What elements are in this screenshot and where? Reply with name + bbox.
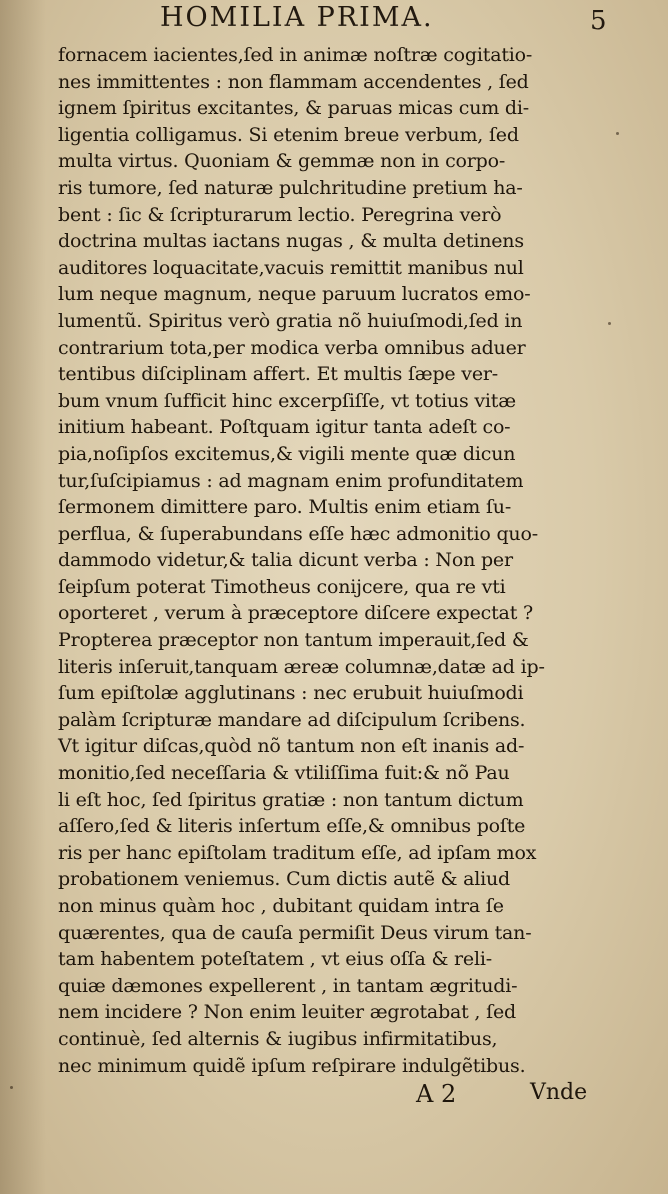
text-line: bent : ſic & ſcripturarum lectio. Peregrina verò — [58, 203, 502, 226]
text-line: dammodo videtur,& talia dicunt verba : Non per — [58, 549, 513, 572]
ink-speck — [608, 322, 611, 325]
text-line: non minus quàm hoc , dubitant quidam intra ſe — [58, 895, 504, 917]
text-line: bum vnum ſufficit hinc excerpſiſſe, vt totius vitæ — [58, 389, 516, 412]
text-line: tam habentem poteſtatem , vt eius oſſa & reli‑ — [58, 948, 492, 971]
text-line: lumentũ. Spiritus verò gratia nõ huiuſmodi,ſed in — [58, 309, 523, 332]
text-line: contrarium tota,per modica verba omnibus aduer — [58, 336, 526, 359]
text-line: nem incidere ? Non enim leuiter ægrotabat , ſed — [58, 1001, 516, 1024]
text-line: Vt igitur diſcas,quòd nõ tantum non eſt inanis ad‑ — [58, 735, 525, 758]
text-line: fornacem iacientes,ſed in animæ noſtræ cogitatio‑ — [58, 44, 533, 66]
text-line: palàm ſcripturæ mandare ad diſcipulum ſcribens. — [58, 708, 526, 731]
text-line: nes immittentes : non flammam accendentes , ſed — [58, 70, 529, 93]
running-title: HOMILIA PRIMA. — [160, 2, 434, 33]
text-line: perflua, & ſuperabundans eſſe hæc admonitio quo‑ — [58, 522, 538, 545]
text-line: oporteret , verum à præceptore diſcere expectat ? — [58, 602, 533, 625]
text-line: literis inſeruit,tanquam æreæ columnæ,datæ ad ip‑ — [58, 655, 545, 678]
text-line: nec minimum quidẽ ipſum reſpirare indulgẽtibus. — [58, 1054, 526, 1077]
text-line: aſſero,ſed & literis inſertum eſſe,& omnibus poſte — [58, 815, 526, 838]
text-line: quiæ dæmones expellerent , in tantam ægritudi‑ — [58, 974, 518, 997]
text-line: probationem veniemus. Cum dictis autẽ & aliud — [58, 868, 511, 891]
text-line: tentibus diſciplinam affert. Et multis ſæpe ver‑ — [58, 363, 498, 386]
text-line: tur,ſuſcipiamus : ad magnam enim profunditatem — [58, 469, 524, 492]
text-line: ſum epiſtolæ agglutinans : nec erubuit huiuſmodi — [58, 682, 524, 705]
gutter-shadow — [0, 0, 46, 1194]
text-line: initium habeant. Poſtquam igitur tanta adeſt co‑ — [58, 416, 511, 439]
text-line: ſeipſum poterat Timotheus conijcere, qua re vti — [58, 575, 506, 598]
text-line: Propterea præceptor non tantum imperauit,ſed & — [58, 629, 529, 652]
ink-speck — [616, 132, 619, 135]
catchword: Vnde — [530, 1080, 588, 1105]
text-line: pia,noſipſos excitemus,& vigili mente quæ dicun — [58, 442, 516, 465]
signature-mark: A 2 — [416, 1080, 457, 1108]
folio-number: 5 — [590, 6, 607, 36]
text-line: auditores loquacitate,vacuis remittit manibus nul — [58, 256, 524, 279]
text-line: ſermonem dimittere paro. Multis enim etiam ſu‑ — [58, 496, 512, 519]
ink-speck — [10, 1086, 13, 1089]
text-line: doctrina multas iactans nugas , & multa detinens — [58, 230, 524, 253]
text-line: ris per hanc epiſtolam traditum eſſe, ad ipſam mox — [58, 841, 537, 864]
text-line: ignem ſpiritus excitantes, & paruas micas cum di‑ — [58, 97, 529, 120]
text-line: ligentia colligamus. Si etenim breue verbum, ſed — [58, 123, 519, 146]
body-text — [58, 42, 598, 1079]
text-line: continuè, ſed alternis & iugibus infirmitatibus, — [58, 1027, 498, 1050]
text-line: ris tumore, ſed naturæ pulchritudine pretium ha‑ — [58, 176, 523, 199]
text-line: quærentes, qua de cauſa permiſit Deus virum tan‑ — [58, 921, 532, 944]
text-line: multa virtus. Quoniam & gemmæ non in corpo‑ — [58, 150, 506, 173]
page-footer — [58, 1080, 598, 1110]
text-line: li eſt hoc, ſed ſpiritus gratiæ : non tantum dictum — [58, 788, 524, 811]
text-line: lum neque magnum, neque paruum lucratos emo‑ — [58, 283, 531, 306]
text-line: monitio,ſed neceſſaria & vtiliſſima fuit:& nõ Pau — [58, 762, 510, 785]
